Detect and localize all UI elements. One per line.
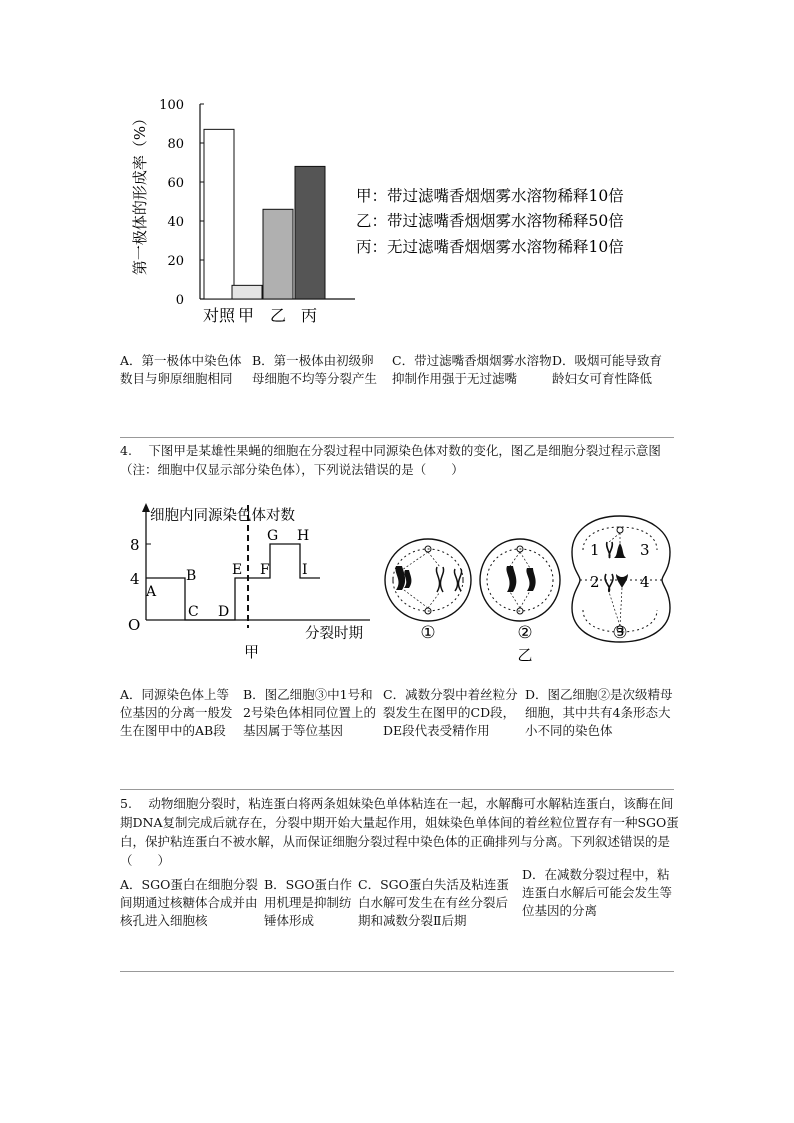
cell-label-2: ② [517, 623, 533, 643]
q5-option-a[interactable]: A．SGO蛋白在细胞分裂间期通过核糖体合成并由核孔进入细胞核 [120, 877, 258, 928]
graph-caption: 甲 [244, 643, 260, 661]
chrom-1: 1 [590, 541, 600, 559]
q3-option-a[interactable]: A．第一极体中染色体数目与卵原细胞相同 [120, 353, 242, 386]
graph-point-c: C [188, 604, 199, 620]
bar [204, 129, 234, 299]
legend-entry-jia: 甲：带过滤嘴香烟烟雾水溶物稀释10倍 [356, 187, 624, 205]
cell-label-3: ③ [612, 623, 628, 643]
graph-point-g: G [267, 528, 279, 544]
divider [120, 437, 674, 438]
chrom-4: 4 [640, 573, 650, 591]
q4-option-a[interactable]: A．同源染色体上等位基因的分离一般发生在图甲中的AB段 [120, 687, 233, 738]
graph-point-b: B [186, 568, 197, 584]
q4-graph-jia [120, 500, 380, 665]
graph-y-label: 细胞内同源染色体对数 [150, 508, 295, 524]
bar [263, 209, 293, 299]
chrom-3: 3 [640, 541, 650, 559]
q4-stem: 4. 下图甲是某雄性果蝇的细胞在分裂过程中同源染色体对数的变化，图乙是细胞分裂过程示意图（注：细胞中仅显示部分染色体），下列说法错误的是（ ） [120, 443, 661, 477]
bar-chart-marks [203, 129, 325, 325]
cells-caption: 乙 [517, 646, 533, 664]
graph-y-arrow [142, 503, 150, 512]
x-tick-label: 丙 [300, 306, 318, 325]
y-tick-label: 100 [159, 98, 184, 113]
legend-entry-bing: 丙：无过滤嘴香烟烟雾水溶物稀释10倍 [356, 238, 624, 256]
y-tick-label: 80 [167, 137, 184, 152]
x-tick-label: 乙 [269, 306, 287, 325]
q4-option-c[interactable]: C．减数分裂中着丝粒分裂发生在图甲的CD段，DE段代表受精作用 [383, 687, 518, 738]
graph-tick-4-label: 4 [130, 570, 140, 588]
q3-option-b[interactable]: B．第一极体由初级卵母细胞不均等分裂产生 [252, 353, 378, 386]
divider [120, 971, 674, 972]
q4-cells-yi [380, 510, 680, 665]
q4-option-d[interactable]: D．图乙细胞②是次级精母细胞，其中共有4条形态大小不同的染色体 [525, 687, 673, 738]
chrom-2: 2 [590, 573, 600, 591]
divider [120, 789, 674, 790]
q3-option-d[interactable]: D．吸烟可能导致育龄妇女可育性降低 [552, 353, 663, 386]
graph-line [146, 544, 320, 620]
q5-option-d[interactable]: D．在减数分裂过程中，粘连蛋白水解后可能会发生等位基因的分离 [522, 867, 673, 918]
y-axis-label: 第一极体的形成率（%） [131, 110, 149, 276]
graph-point-h: H [297, 528, 310, 544]
cell-label-1: ① [420, 623, 436, 643]
q5-option-b[interactable]: B．SGO蛋白作用机理是抑制纺锤体形成 [264, 877, 352, 928]
y-tick-label: 0 [175, 293, 184, 308]
y-tick-label: 20 [167, 254, 184, 269]
bar [232, 285, 262, 299]
x-tick-label: 对照 [202, 306, 236, 325]
cell-1 [385, 539, 471, 621]
y-tick-label: 40 [167, 215, 184, 230]
graph-point-i: I [302, 562, 308, 578]
y-tick-label: 60 [167, 176, 184, 191]
graph-point-d: D [218, 604, 230, 620]
graph-x-label: 分裂时期 [305, 626, 363, 642]
x-tick-label: 甲 [237, 306, 255, 325]
q5-option-c[interactable]: C．SGO蛋白失活及粘连蛋白水解可发生在有丝分裂后期和减数分裂Ⅱ后期 [358, 877, 509, 928]
graph-point-a: A [146, 584, 157, 600]
graph-point-f: F [260, 562, 270, 578]
cell-2 [480, 539, 560, 621]
bar-chart-axes [159, 98, 355, 308]
bar-chart [120, 88, 680, 333]
q3-option-c[interactable]: C．带过滤嘴香烟烟雾水溶物抑制作用强于无过滤嘴 [392, 353, 552, 386]
legend-entry-yi: 乙：带过滤嘴香烟烟雾水溶物稀释50倍 [356, 212, 624, 230]
graph-tick-8-label: 8 [130, 536, 140, 554]
q4-option-b[interactable]: B．图乙细胞③中1号和2号染色体相同位置上的基因属于等位基因 [243, 687, 376, 738]
bar [295, 166, 325, 299]
graph-origin: O [128, 616, 141, 634]
graph-point-e: E [232, 562, 243, 578]
q5-stem: 5. 动物细胞分裂时，粘连蛋白将两条姐妹染色单体粘连在一起，水解酶可水解粘连蛋白，该酶在间期DNA复制完成后就存在，分裂中期开始大量起作用，姐妹染色单体间的着丝粒位置存有一种SGO蛋白，保护粘连蛋白不被水解，从而保证细胞分裂过程中染色体的正确排列与分离。下列叙述错误的是（ ） [120, 796, 679, 868]
